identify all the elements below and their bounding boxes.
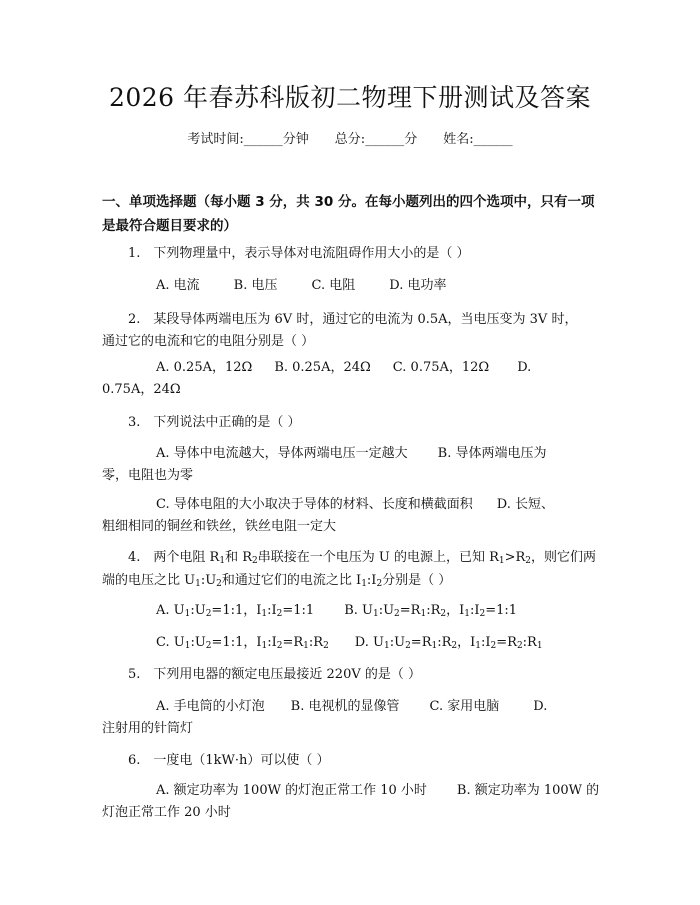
- exam-meta: [0, 130, 700, 150]
- question-2-stem-line-2: 通过它的电流和它的电阻分别是（ ）: [102, 334, 315, 349]
- q6-option-b-part-2: 灯泡正常工作 20 小时: [102, 805, 231, 820]
- question-1-stem: 1. 下列物理量中，表示导体对电流阻碍作用大小的是（ ）: [128, 246, 470, 261]
- subscript: 1: [303, 641, 309, 651]
- subscript: 2: [440, 609, 447, 619]
- subscript: 2: [205, 609, 212, 619]
- q2-option-b: B. 0.25A，24Ω: [274, 360, 371, 375]
- q4-text: 4. 两个电阻 R: [128, 550, 220, 565]
- subscript: 1: [536, 641, 543, 651]
- subscript: 1: [361, 579, 367, 589]
- q2-option-c: C. 0.75A，12Ω: [392, 360, 490, 375]
- q4-text: >R: [504, 550, 526, 565]
- q1-option-c: C. 电阻: [311, 278, 356, 293]
- q4-text: :U: [200, 573, 217, 588]
- time-blank: ______: [243, 132, 283, 147]
- section-heading-line-1: 一、单项选择题（每小题 3 分，共 30 分。在每小题列出的四个选项中，只有一项: [102, 194, 595, 210]
- question-6-options: [156, 780, 599, 802]
- q4-option-label: D. U: [354, 635, 384, 650]
- subscript: 1: [498, 556, 505, 566]
- q2-option-a: A. 0.25A，12Ω: [156, 360, 253, 375]
- time-label: 考试时间:: [187, 132, 244, 147]
- q6-option-b-part-1: B. 额定功率为 100W 的: [456, 783, 600, 798]
- subscript: 2: [451, 641, 458, 651]
- question-4-stem-line-1: [128, 547, 596, 569]
- subscript: 1: [464, 609, 470, 619]
- q3-option-b-part-1: B. 导体两端电压为: [437, 446, 547, 461]
- q4-option-label: A. U: [156, 603, 185, 618]
- q3-option-c: C. 导体电阻的大小取决于导体的材料、长度和横截面积: [156, 497, 473, 512]
- subscript: 2: [405, 641, 411, 651]
- q5-option-b: B. 电视机的显像管: [290, 699, 400, 714]
- subscript: 1: [261, 609, 268, 619]
- q1-option-a: A. 电流: [156, 278, 200, 293]
- q6-option-a: A. 额定功率为 100W 的灯泡正常工作 10 小时: [156, 783, 427, 798]
- name-blank: ______: [473, 132, 513, 147]
- subscript: 2: [516, 641, 523, 651]
- q4-text: 端的电压之比 U: [102, 573, 196, 588]
- subscript: 1: [420, 609, 427, 619]
- question-4-stem-line-2: [102, 570, 451, 592]
- subscript: 1: [184, 609, 191, 619]
- q4-text: 和 R: [225, 550, 252, 565]
- q5-option-a: A. 手电筒的小灯泡: [156, 699, 265, 714]
- q5-option-d-label: D.: [533, 699, 548, 714]
- question-6-stem: 6. 一度电（1kW·h）可以使（ ）: [128, 753, 330, 768]
- subscript: 1: [184, 641, 191, 651]
- section-heading-line-2: 是最符合题目要求的）: [102, 218, 237, 234]
- q4-option-label: B. U: [344, 603, 373, 618]
- q4-option-a: A. $U_1:U_2=1:1$，$I_1:I_2=1:1$: [156, 603, 315, 619]
- score-unit: 分: [404, 132, 418, 147]
- q3-option-d-part-2: 粗细相同的铜丝和铁丝，铁丝电阻一定大: [102, 519, 337, 534]
- q4-option-c: C. $U_1:U_2=1:1$，$I_1:I_2=R_1:R_2$: [156, 635, 329, 651]
- q2-option-d-label: D.: [517, 360, 532, 375]
- q4-text: :I: [366, 573, 377, 588]
- q3-option-a: A. 导体中电流越大，导体两端电压一定越大: [156, 446, 408, 461]
- subscript: 1: [195, 579, 201, 589]
- question-5-stem: 5. 下列用电器的额定电压最接近 220V 的是（ ）: [128, 667, 422, 682]
- subscript: 1: [475, 641, 481, 651]
- q3-option-d-part-1: D. 长短、: [496, 497, 554, 512]
- page-title: 2026 年春苏科版初二物理下册测试及答案: [108, 83, 592, 112]
- subscript: 1: [219, 556, 226, 566]
- q5-option-c: C. 家用电脑: [429, 699, 500, 714]
- subscript: 2: [205, 641, 212, 651]
- score-label: 总分:: [334, 132, 366, 147]
- q2-option-d-value: 0.75A，24Ω: [102, 382, 181, 397]
- question-4-options-line-2: [156, 632, 543, 654]
- q4-option-d: D. $U_1:U_2=R_1:R_2$，$I_1:I_2=R_2:R_1$: [354, 635, 543, 651]
- q1-option-b: B. 电压: [233, 278, 278, 293]
- question-2-stem-line-1: 2. 某段导体两端电压为 6V 时，通过它的电流为 0.5A，当电压变为 3V 时，: [128, 312, 578, 327]
- question-1-options: [156, 275, 446, 297]
- question-2-options: [156, 357, 531, 379]
- subscript: 2: [323, 641, 329, 651]
- subscript: 2: [251, 556, 258, 566]
- question-4-options-line-1: [156, 600, 517, 622]
- q4-option-b: B. $U_1:U_2=R_1:R_2$，$I_1:I_2=1:1$: [344, 603, 518, 619]
- subscript: 1: [261, 641, 268, 651]
- q5-option-d-value: 注射用的针筒灯: [102, 721, 194, 736]
- subscript: 1: [431, 641, 438, 651]
- subscript: 2: [276, 609, 283, 619]
- section-heading: [102, 190, 602, 238]
- question-3-options-line-1: [156, 443, 546, 465]
- subscript: 2: [525, 556, 532, 566]
- q4-option-label: C. U: [156, 635, 185, 650]
- q1-option-d: D. 电功率: [389, 278, 447, 293]
- question-3-stem: 3. 下列说法中正确的是（ ）: [128, 415, 301, 430]
- q4-text: 分别是（ ）: [382, 573, 452, 588]
- score-blank: ______: [365, 132, 405, 147]
- subscript: 2: [216, 579, 222, 589]
- q4-text: 串联接在一个电压为 U 的电源上，已知 R: [257, 550, 499, 565]
- subscript: 1: [383, 641, 390, 651]
- subscript: 1: [372, 609, 379, 619]
- subscript: 2: [479, 609, 486, 619]
- q4-text: ，则它们两: [531, 550, 597, 565]
- subscript: 2: [276, 641, 283, 651]
- name-label: 姓名:: [443, 132, 474, 147]
- subscript: 2: [376, 579, 383, 589]
- subscript: 2: [490, 641, 497, 651]
- subscript: 2: [394, 609, 400, 619]
- q3-option-b-part-2: 零，电阻也为零: [102, 468, 194, 483]
- question-3-options-line-2: [156, 494, 554, 516]
- q4-text: 和通过它们的电流之比 I: [221, 573, 362, 588]
- time-unit: 分钟: [282, 132, 309, 147]
- question-5-options: [156, 696, 547, 718]
